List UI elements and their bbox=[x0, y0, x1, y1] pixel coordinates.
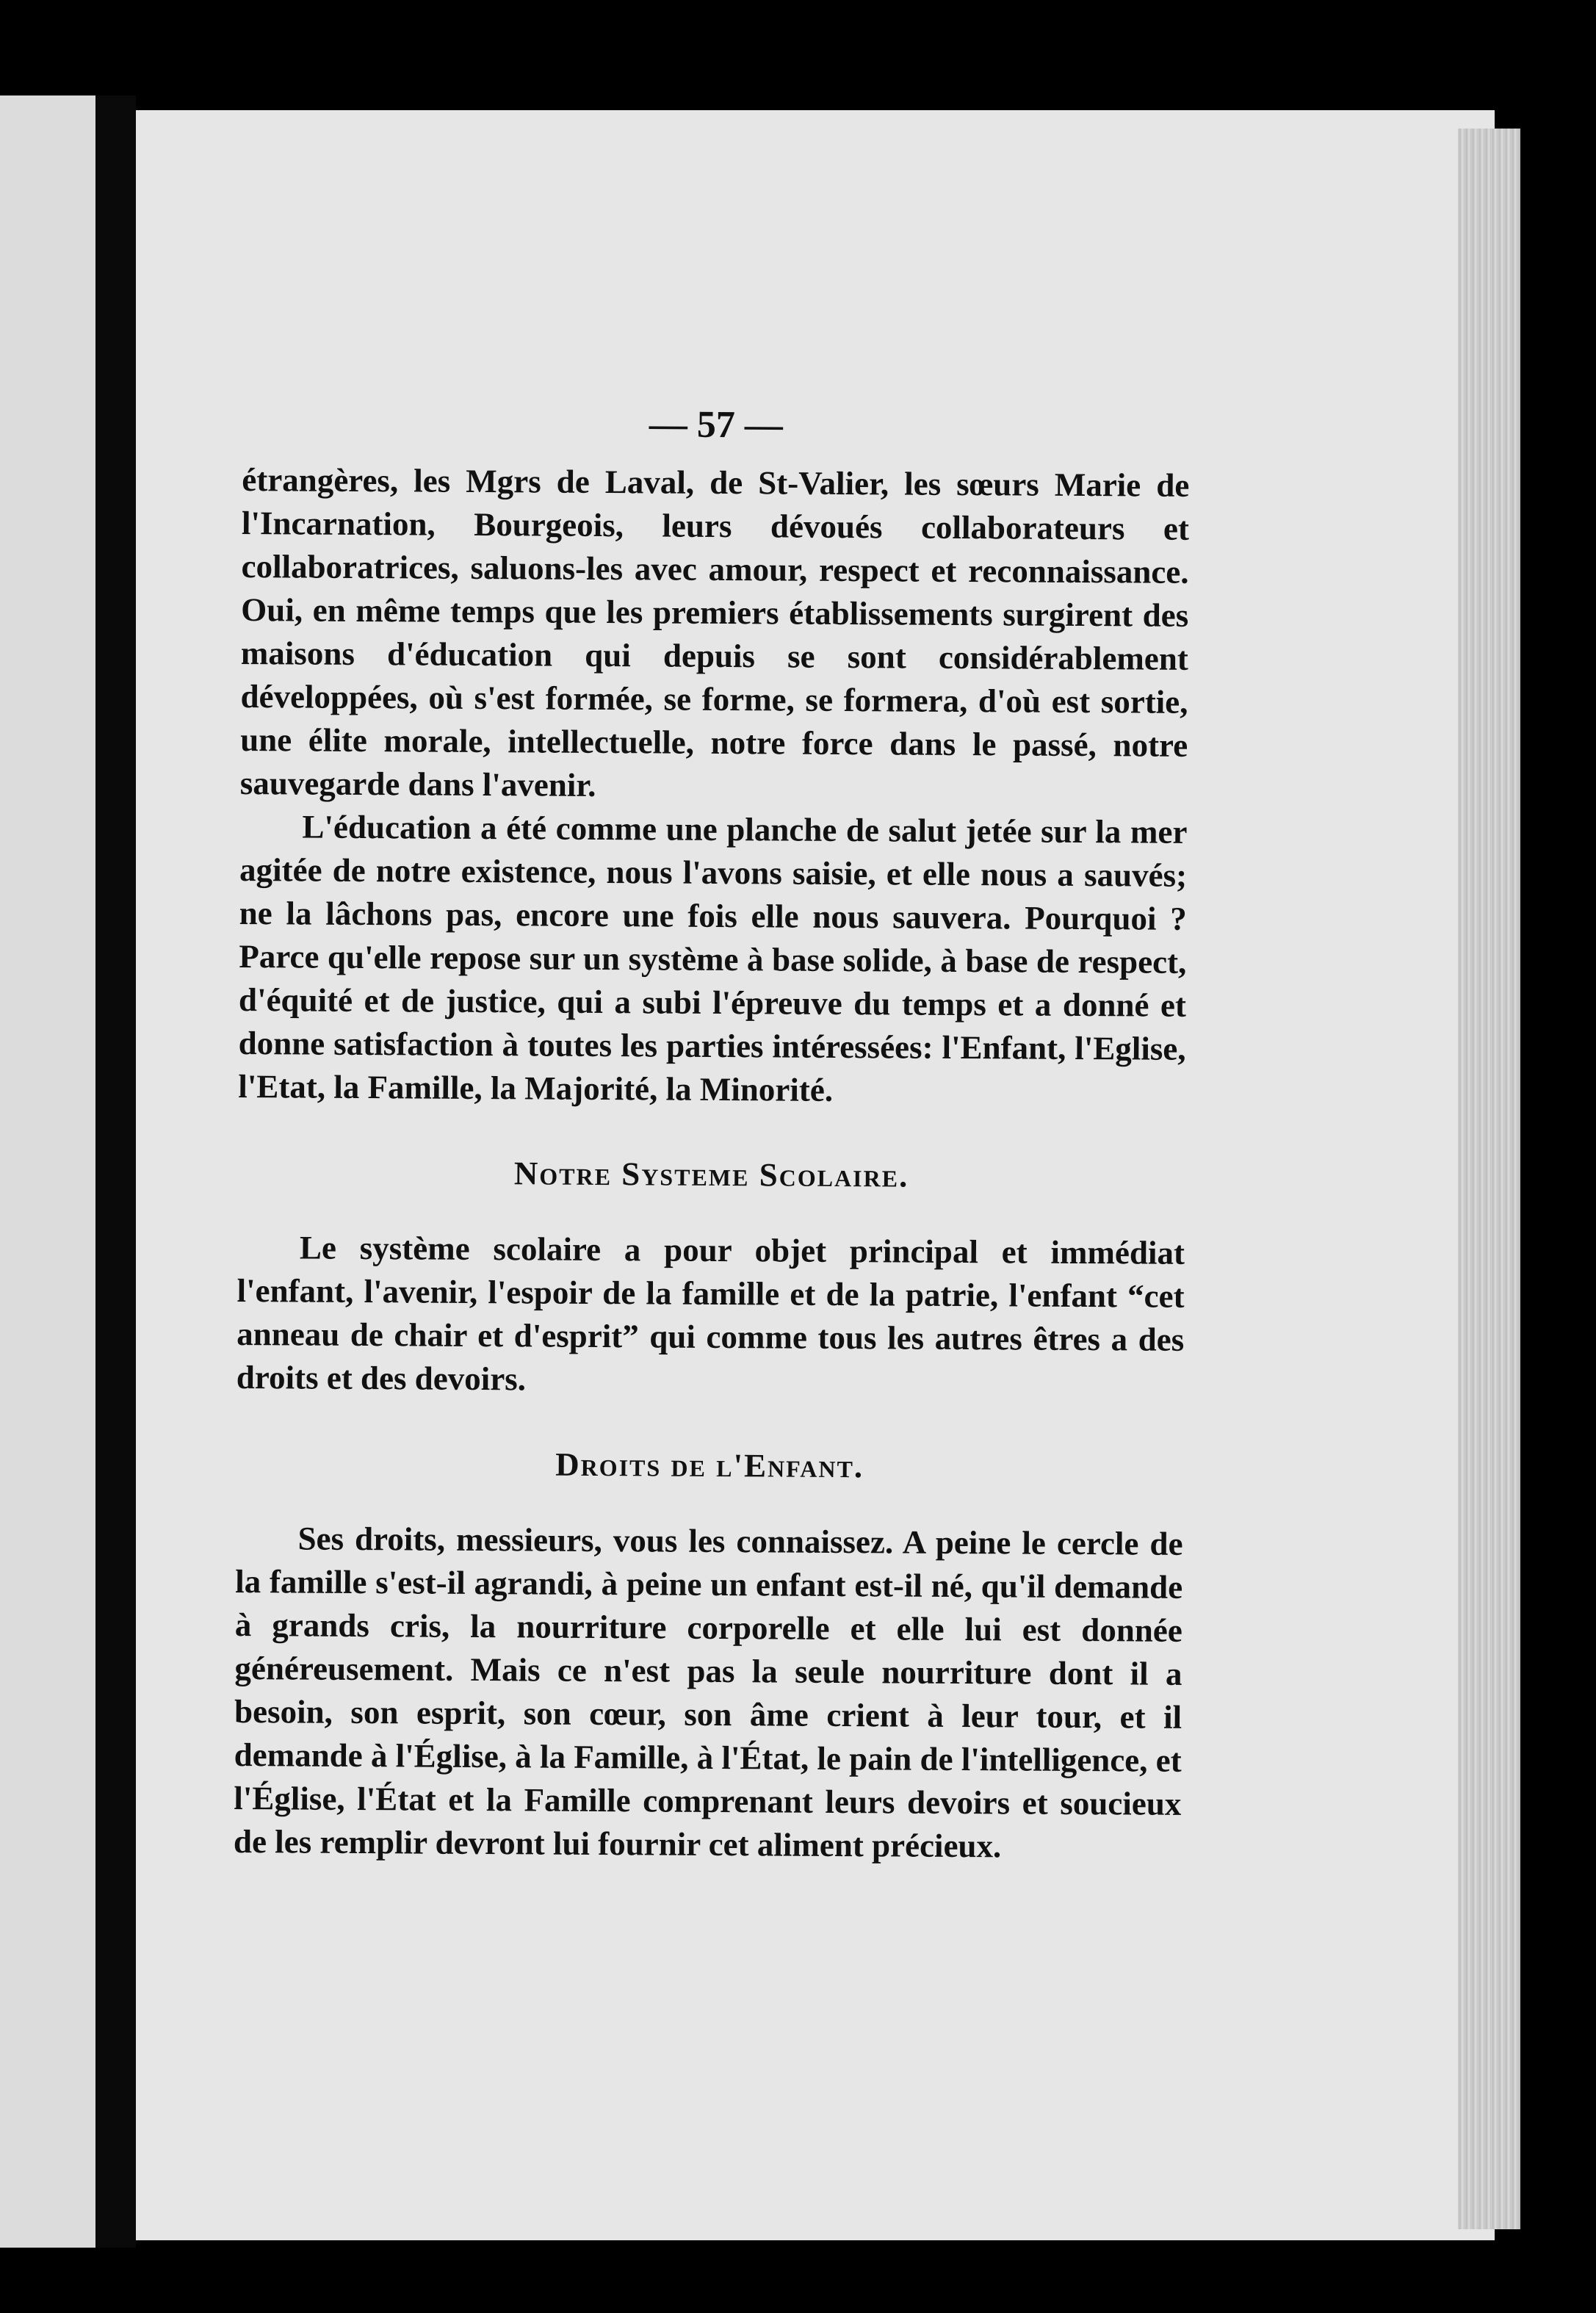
paragraph-droits-enfant: Ses droits, messieurs, vous les connaissez. A peine le cercle de la famille s'est-il agrandi, à peine un enfant est-il né, qu'il demande à grands cris, la nourriture corporelle et elle lui est donnée généreusement. Mais ce n'est pas la seule nourriture dont il a besoin, son esprit, son cœur, son âme crient à leur tour, et il demande à l'Église, à la Famille, à l'État, le pain de l'intelligence, et l'Église, l'État et la Famille comprenant leurs devoirs et soucieux de les remplir devront lui fournir cet aliment précieux. bbox=[233, 1520, 1183, 1865]
paragraph-education: L'éducation a été comme une planche de salut jetée sur la mer agitée de notre existence, nous l'avons saisie, et elle nous a sauvés; ne la lâchons pas, encore une fois elle nous sauvera. Pourquoi ? Parce qu'elle repose sur un système à base solide, à base de respect, d'équité et de justice, qui a subi l'épreuve du temps et a donné et donne satisfaction à toutes les parties intéressées: l'Enfant, l'Eglise, l'Etat, la Famille, la Majorité, la Minorité. bbox=[238, 808, 1188, 1108]
section-heading-systeme-scolaire: Notre Systeme Scolaire. bbox=[513, 1155, 909, 1194]
book-gutter bbox=[95, 95, 136, 2248]
section-heading-droits-enfant: Droits de l'Enfant. bbox=[555, 1446, 864, 1485]
paragraph-systeme-scolaire: Le système scolaire a pour objet principal et immédiat l'enfant, l'avenir, l'espoir de la famille et de la patrie, l'enfant “cet anneau de chair et d'esprit” qui comme tous les autres êtres a des droits et des devoirs. bbox=[236, 1229, 1185, 1398]
paragraph-continuation: étrangères, les Mgrs de Laval, de St-Valier, les sœurs Marie de l'Incarnation, Bourgeois, leurs dévoués collaborateurs et collaboratrices, saluons-les avec amour, respect et reconnaissance. Oui, en même temps que les premiers établissements surgirent des maisons d'éducation qui depuis se sont considérablement développées, où s'est formée, se forme, se formera, d'où est sortie, une élite morale, intellectuelle, notre force dans le passé, notre sauvegarde dans l'avenir. bbox=[239, 461, 1190, 804]
stacked-page-edges bbox=[1458, 129, 1520, 2229]
page-number: — 57 — bbox=[649, 403, 783, 447]
page-text-block bbox=[234, 400, 1190, 1869]
left-page-edge bbox=[0, 95, 95, 2248]
